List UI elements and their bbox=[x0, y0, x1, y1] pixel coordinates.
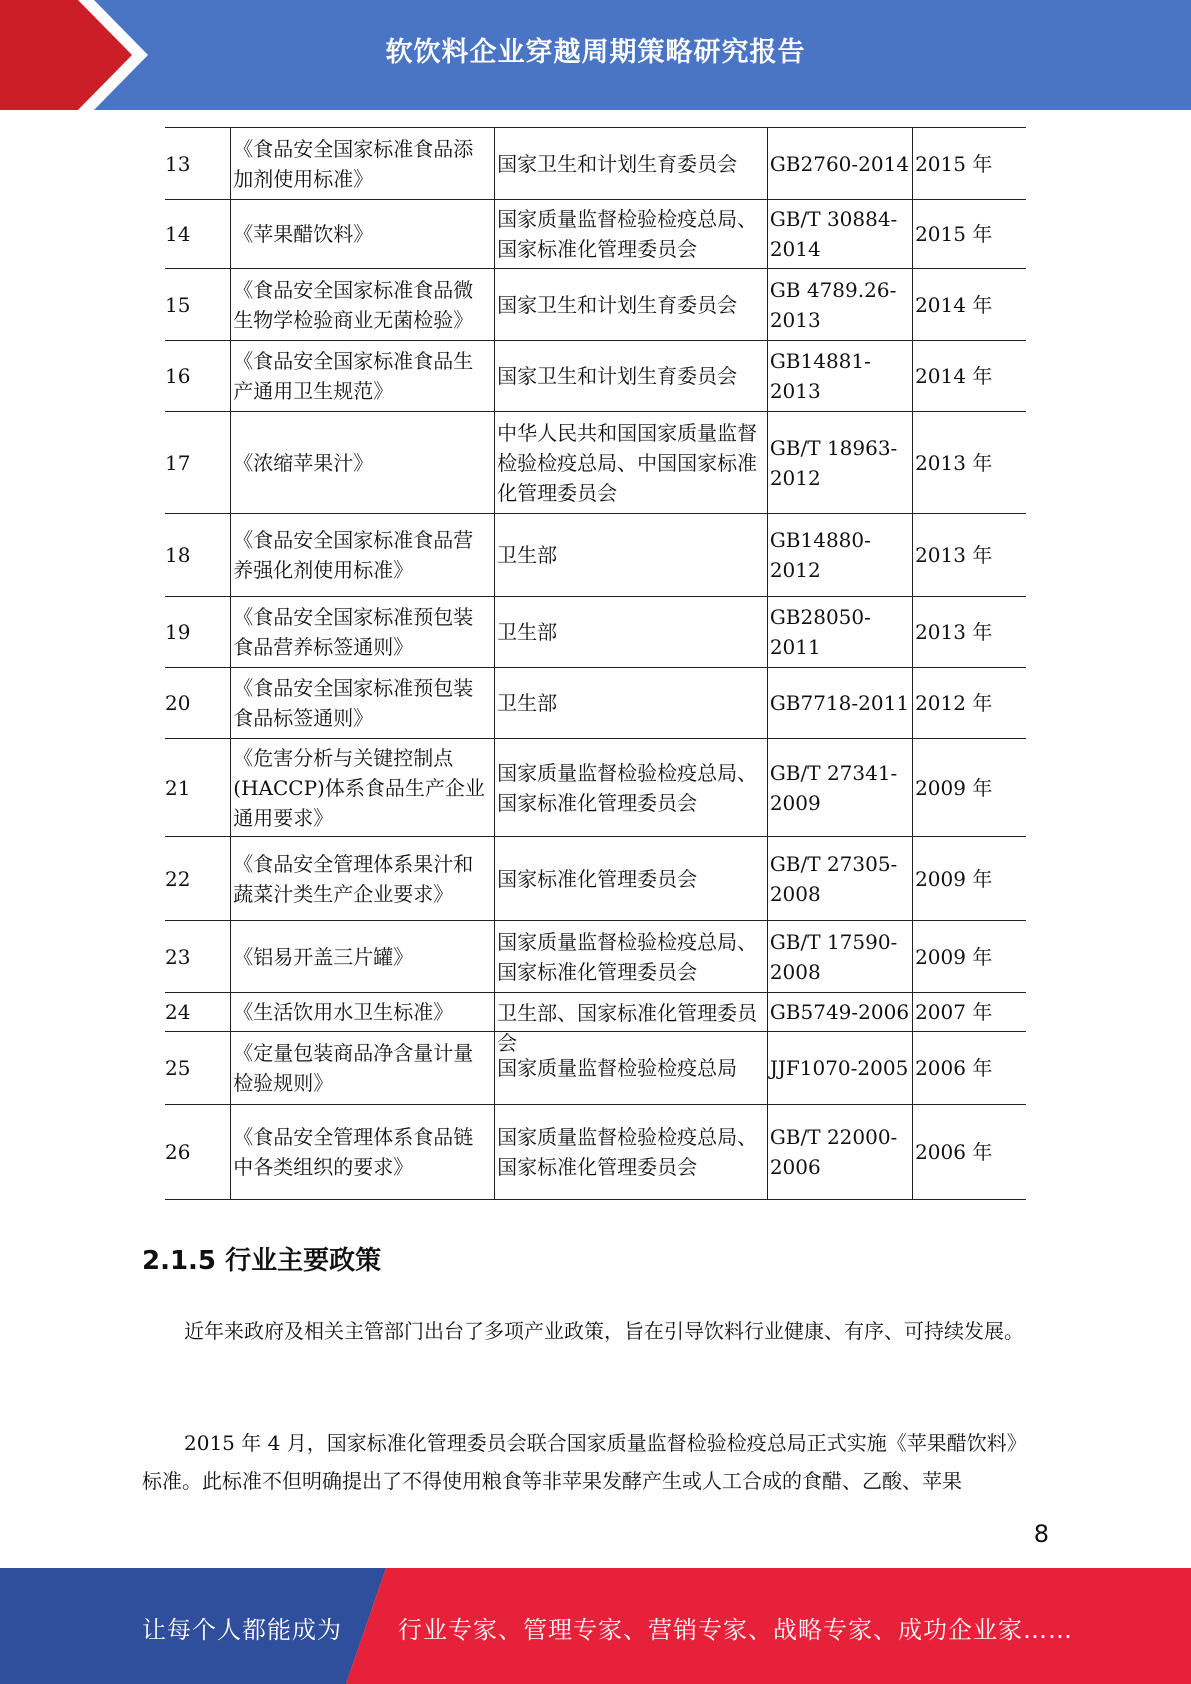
standard-number: 22 bbox=[165, 837, 231, 921]
standard-number: 13 bbox=[165, 128, 231, 200]
standard-number: 19 bbox=[165, 597, 231, 668]
standard-name: 《食品安全国家标准食品生产通用卫生规范》 bbox=[231, 341, 495, 412]
table-row bbox=[165, 341, 1026, 412]
standard-name: 《食品安全管理体系果汁和蔬菜汁类生产企业要求》 bbox=[231, 837, 495, 921]
table-row bbox=[165, 412, 1026, 514]
table-row bbox=[165, 128, 1026, 200]
paragraph-intro: 近年来政府及相关主管部门出台了多项产业政策，旨在引导饮料行业健康、有序、可持续发展。 bbox=[184, 1319, 1024, 1343]
table-row bbox=[165, 269, 1026, 341]
standard-code: GB5749-2006 bbox=[767, 993, 912, 1032]
page-number: 8 bbox=[1033, 1520, 1049, 1548]
standard-number: 16 bbox=[165, 341, 231, 412]
paragraph-apple-vinegar: 2015 年 4 月，国家标准化管理委员会联合国家质量监督检验检疫总局正式实施《苹果醋饮料》标准。此标准不但明确提出了不得使用粮食等非苹果发酵产生或人工合成的食醋、乙酸、苹果 bbox=[142, 1431, 1027, 1493]
standard-year: 2014 年 bbox=[913, 341, 1026, 412]
standard-number: 17 bbox=[165, 412, 231, 514]
standard-issuer: 卫生部 bbox=[495, 668, 768, 739]
standard-year: 2006 年 bbox=[913, 1105, 1026, 1200]
standard-code: GB/T 17590-2008 bbox=[767, 921, 912, 993]
standard-name: 《食品安全国家标准食品微生物学检验商业无菌检验》 bbox=[231, 269, 495, 341]
standard-issuer: 国家质量监督检验检疫总局、国家标准化管理委员会 bbox=[495, 921, 768, 993]
standard-code: GB/T 18963-2012 bbox=[767, 412, 912, 514]
standard-number: 20 bbox=[165, 668, 231, 739]
header-title: 软饮料企业穿越周期策略研究报告 bbox=[385, 37, 806, 68]
standard-year: 2015 年 bbox=[913, 128, 1026, 200]
standard-issuer: 国家质量监督检验检疫总局、国家标准化管理委员会 bbox=[495, 1105, 768, 1200]
standard-issuer: 国家卫生和计划生育委员会 bbox=[495, 341, 768, 412]
standard-year: 2013 年 bbox=[913, 514, 1026, 597]
standard-issuer: 卫生部 bbox=[495, 514, 768, 597]
standard-code: GB 4789.26-2013 bbox=[767, 269, 912, 341]
standard-code: JJF1070-2005 bbox=[767, 1032, 912, 1105]
standard-number: 23 bbox=[165, 921, 231, 993]
standards-table bbox=[165, 127, 1026, 1200]
standard-year: 2009 年 bbox=[913, 837, 1026, 921]
standard-name: 《苹果醋饮料》 bbox=[231, 200, 495, 269]
standard-year: 2007 年 bbox=[913, 993, 1026, 1032]
standard-issuer: 国家质量监督检验检疫总局 bbox=[495, 1032, 768, 1105]
standard-code: GB/T 27341-2009 bbox=[767, 739, 912, 837]
standard-name: 《食品安全管理体系食品链中各类组织的要求》 bbox=[231, 1105, 495, 1200]
table-row bbox=[165, 200, 1026, 269]
standard-year: 2009 年 bbox=[913, 921, 1026, 993]
footer-slogan-right: 行业专家、管理专家、营销专家、战略专家、成功企业家…… bbox=[398, 1616, 1073, 1644]
standard-number: 18 bbox=[165, 514, 231, 597]
standard-year: 2015 年 bbox=[913, 200, 1026, 269]
table-row bbox=[165, 739, 1026, 837]
standard-code: GB7718-2011 bbox=[767, 668, 912, 739]
standard-code: GB/T 22000-2006 bbox=[767, 1105, 912, 1200]
standard-name: 《危害分析与关键控制点(HACCP)体系食品生产企业通用要求》 bbox=[231, 739, 495, 837]
standard-number: 26 bbox=[165, 1105, 231, 1200]
table-row bbox=[165, 514, 1026, 597]
standard-year: 2013 年 bbox=[913, 597, 1026, 668]
standard-number: 25 bbox=[165, 1032, 231, 1105]
standard-issuer bbox=[495, 993, 768, 1055]
standard-name: 《生活饮用水卫生标准》 bbox=[231, 993, 495, 1032]
standard-name: 《铝易开盖三片罐》 bbox=[231, 921, 495, 993]
standard-issuer-clipped: 卫生部、国家标准化管理委员会 bbox=[497, 1001, 758, 1055]
standard-name: 《食品安全国家标准食品营养强化剂使用标准》 bbox=[231, 514, 495, 597]
table-row bbox=[165, 1105, 1026, 1200]
standard-issuer: 国家标准化管理委员会 bbox=[495, 837, 768, 921]
standard-name: 《浓缩苹果汁》 bbox=[231, 412, 495, 514]
standard-name: 《定量包装商品净含量计量检验规则》 bbox=[231, 1032, 495, 1105]
standard-code: GB/T 27305-2008 bbox=[767, 837, 912, 921]
standard-name: 《食品安全国家标准食品添加剂使用标准》 bbox=[231, 128, 495, 200]
standard-issuer: 卫生部 bbox=[495, 597, 768, 668]
footer-slogan-left: 让每个人都能成为 bbox=[142, 1616, 342, 1644]
table-row bbox=[165, 837, 1026, 921]
page-footer bbox=[0, 1568, 1191, 1684]
standard-name: 《食品安全国家标准预包装食品标签通则》 bbox=[231, 668, 495, 739]
standard-issuer: 国家卫生和计划生育委员会 bbox=[495, 269, 768, 341]
standard-number: 15 bbox=[165, 269, 231, 341]
standard-code: GB/T 30884-2014 bbox=[767, 200, 912, 269]
table-row bbox=[165, 668, 1026, 739]
standard-year: 2006 年 bbox=[913, 1032, 1026, 1105]
standard-year: 2013 年 bbox=[913, 412, 1026, 514]
table-row bbox=[165, 597, 1026, 668]
standard-code: GB14880-2012 bbox=[767, 514, 912, 597]
standard-code: GB28050-2011 bbox=[767, 597, 912, 668]
standard-issuer: 国家质量监督检验检疫总局、国家标准化管理委员会 bbox=[495, 200, 768, 269]
standard-number: 21 bbox=[165, 739, 231, 837]
standard-name: 《食品安全国家标准预包装食品营养标签通则》 bbox=[231, 597, 495, 668]
standard-year: 2014 年 bbox=[913, 269, 1026, 341]
table-row bbox=[165, 921, 1026, 993]
standard-issuer: 中华人民共和国国家质量监督检验检疫总局、中国国家标准化管理委员会 bbox=[495, 412, 768, 514]
standard-code: GB14881-2013 bbox=[767, 341, 912, 412]
standard-year: 2012 年 bbox=[913, 668, 1026, 739]
standard-year: 2009 年 bbox=[913, 739, 1026, 837]
standard-issuer: 国家卫生和计划生育委员会 bbox=[495, 128, 768, 200]
standard-number: 14 bbox=[165, 200, 231, 269]
section-heading: 2.1.5 行业主要政策 bbox=[142, 1246, 382, 1276]
table-row bbox=[165, 993, 1026, 1032]
page-header bbox=[0, 0, 1191, 110]
standard-code: GB2760-2014 bbox=[767, 128, 912, 200]
standard-issuer: 国家质量监督检验检疫总局、国家标准化管理委员会 bbox=[495, 739, 768, 837]
table-row bbox=[165, 1032, 1026, 1105]
standard-number: 24 bbox=[165, 993, 231, 1032]
